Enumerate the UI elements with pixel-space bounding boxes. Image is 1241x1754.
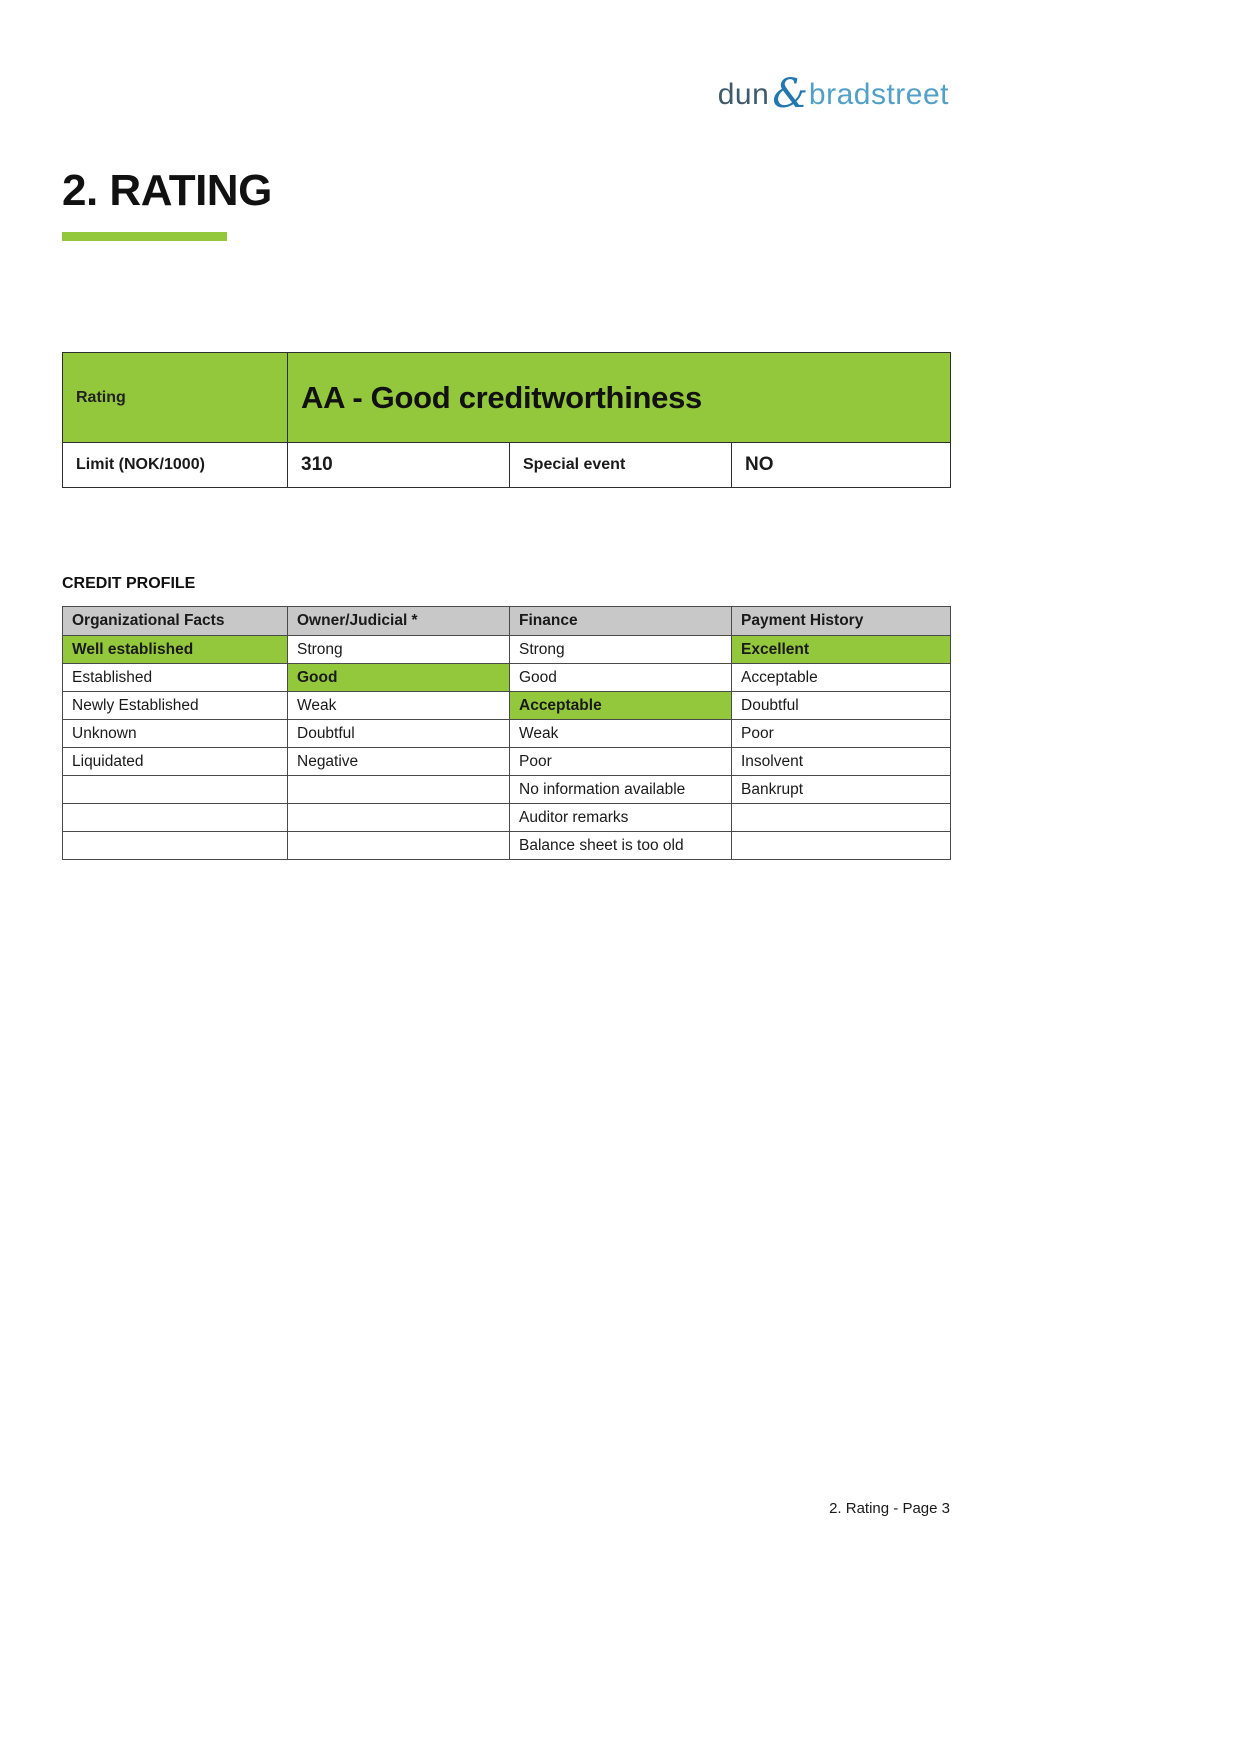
credit-profile-cell: Established [63,664,288,692]
table-row [63,748,951,776]
rating-row [63,353,951,443]
credit-profile-cell: Good [510,664,732,692]
credit-profile-cell: Auditor remarks [510,804,732,832]
credit-profile-cell: Bankrupt [732,776,951,804]
credit-profile-cell: Poor [510,748,732,776]
page-footer: 2. Rating - Page 3 [829,1500,950,1517]
credit-profile-cell [288,804,510,832]
table-row [63,636,951,664]
table-row [63,720,951,748]
credit-profile-cell [732,804,951,832]
credit-profile-cell [63,804,288,832]
table-row [63,804,951,832]
credit-profile-header-row [63,607,951,636]
credit-profile-cell: No information available [510,776,732,804]
column-header-finance: Finance [510,607,732,636]
credit-profile-cell: Strong [510,636,732,664]
page-title: 2. RATING [62,166,272,215]
credit-profile-cell: Doubtful [732,692,951,720]
credit-profile-cell [63,776,288,804]
limit-label: Limit (NOK/1000) [63,443,288,488]
rating-value: AA - Good creditworthiness [288,353,951,443]
logo-text-bradstreet: bradstreet [808,78,949,111]
table-row [63,664,951,692]
credit-profile-cell: Liquidated [63,748,288,776]
column-header-owner-judicial: Owner/Judicial * [288,607,510,636]
credit-profile-cell: Acceptable [732,664,951,692]
credit-profile-cell: Newly Established [63,692,288,720]
credit-profile-cell: Well established [63,636,288,664]
credit-profile-cell: Insolvent [732,748,951,776]
logo-ampersand-icon: & [772,71,808,117]
table-row [63,692,951,720]
credit-profile-cell [732,832,951,860]
credit-profile-cell: Negative [288,748,510,776]
credit-profile-cell: Weak [510,720,732,748]
rating-table [62,352,951,488]
credit-profile-cell [63,832,288,860]
credit-profile-table [62,606,951,860]
credit-profile-cell: Excellent [732,636,951,664]
credit-profile-cell: Poor [732,720,951,748]
credit-profile-cell: Doubtful [288,720,510,748]
logo-text-dun: dun [717,78,770,111]
special-event-label: Special event [510,443,732,488]
credit-profile-cell: Strong [288,636,510,664]
title-accent-bar [62,232,227,241]
column-header-organizational-facts: Organizational Facts [63,607,288,636]
credit-profile-cell: Good [288,664,510,692]
column-header-payment-history: Payment History [732,607,951,636]
credit-profile-cell: Weak [288,692,510,720]
table-row [63,832,951,860]
special-event-value: NO [732,443,951,488]
credit-profile-heading: CREDIT PROFILE [62,575,196,592]
limit-value: 310 [288,443,510,488]
rating-label: Rating [63,353,288,443]
dnb-logo [717,68,949,117]
credit-profile-cell: Balance sheet is too old [510,832,732,860]
credit-profile-cell: Acceptable [510,692,732,720]
credit-profile-cell: Unknown [63,720,288,748]
table-row [63,776,951,804]
credit-profile-cell [288,776,510,804]
limit-row [63,443,951,488]
credit-profile-cell [288,832,510,860]
